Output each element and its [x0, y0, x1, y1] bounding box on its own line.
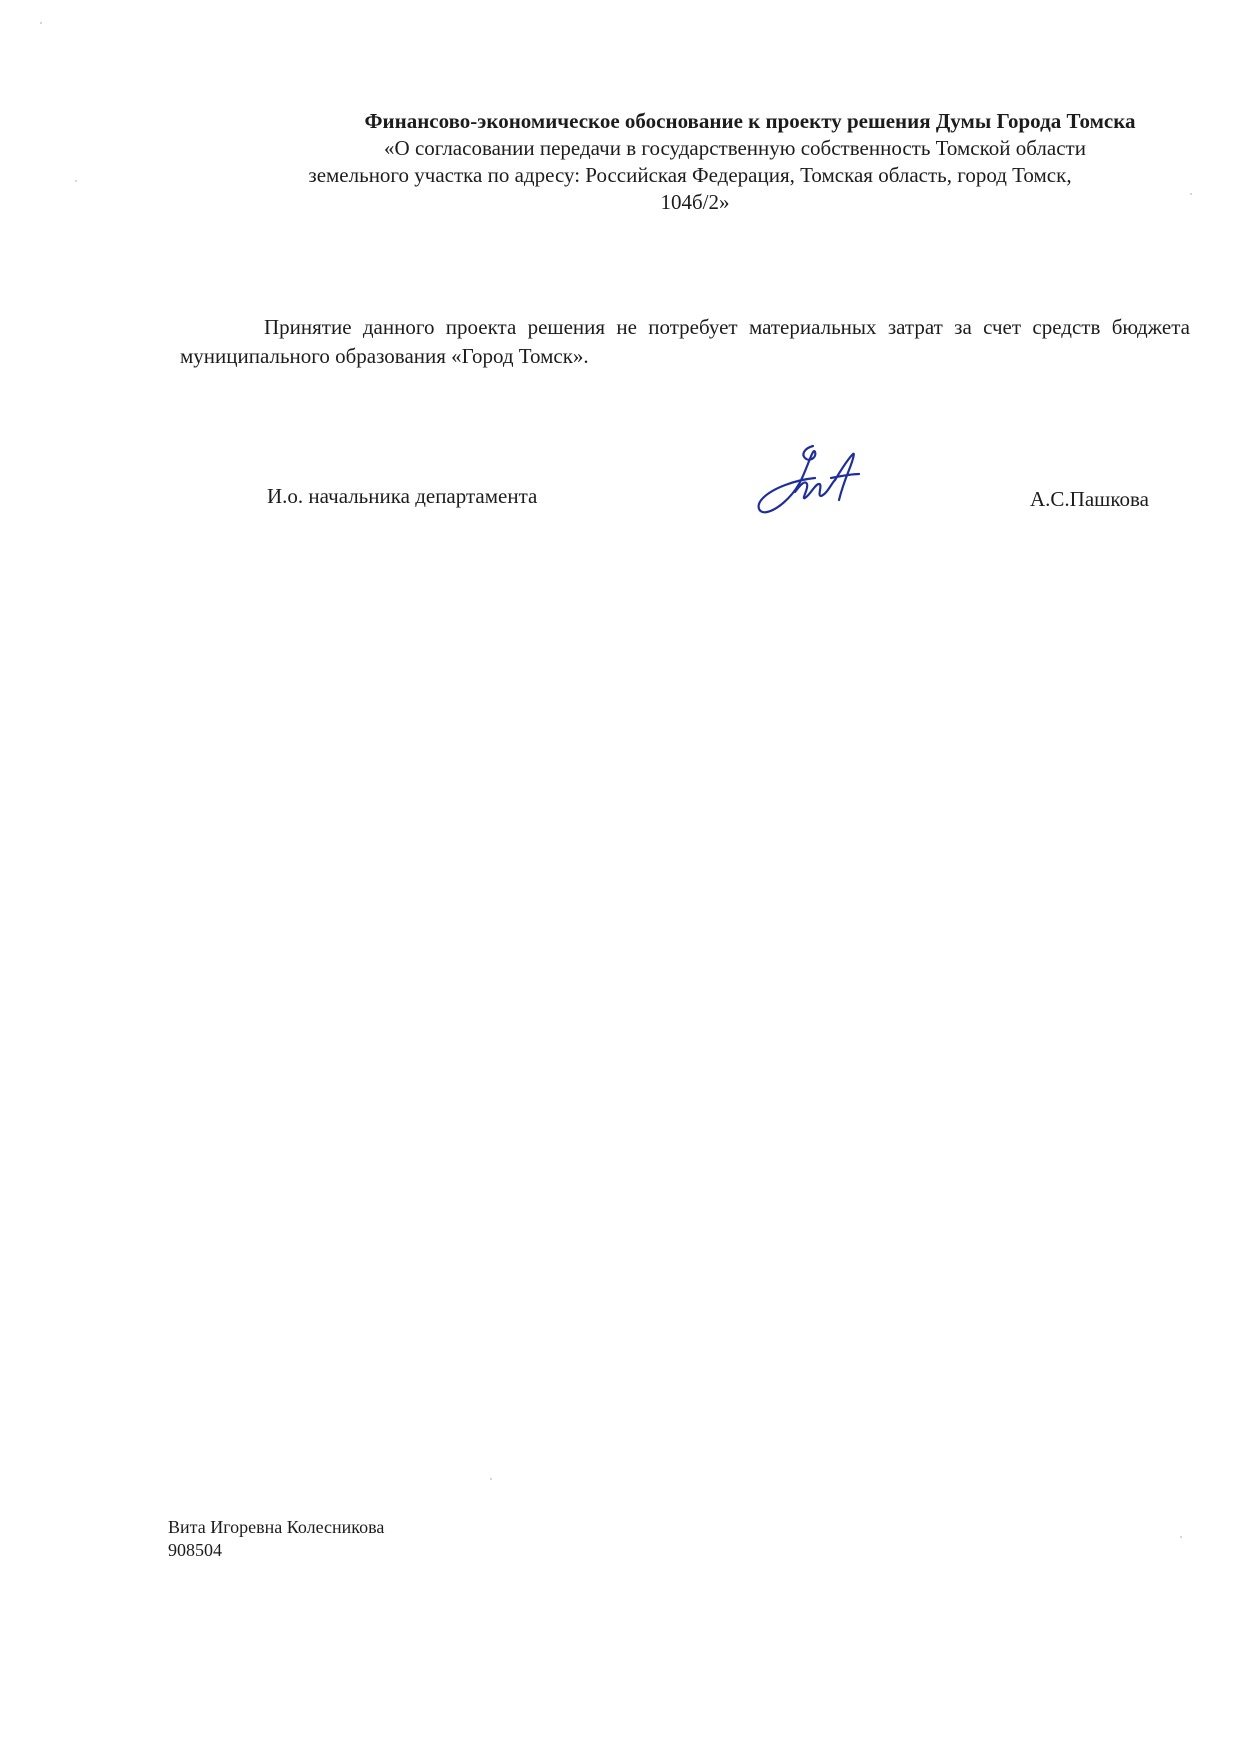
scan-speck — [490, 1478, 492, 1480]
subject-line-2: земельного участка по адресу: Российская Федерация, Томская область, город Томск, — [308, 163, 1072, 187]
signer-position: И.о. начальника департамента — [267, 484, 538, 508]
executor-name: Вита Игоревна Колесникова — [168, 1517, 385, 1537]
scan-speck — [40, 22, 42, 24]
signature-block — [0, 440, 1240, 530]
body-paragraph: Принятие данного проекта решения не потребует материальных затрат за счет средств бюджета муниципального образования «Город Томск». — [180, 315, 1190, 368]
document-title: Финансово-экономическое обоснование к проекту решения Думы Города Томска — [364, 109, 1136, 133]
executor-footer — [168, 1516, 384, 1562]
scan-speck — [75, 180, 77, 182]
scan-speck — [1180, 1536, 1182, 1538]
document-header — [170, 108, 1210, 216]
scan-speck — [1190, 193, 1192, 195]
handwritten-signature-icon — [755, 440, 890, 525]
signer-name: А.С.Пашкова — [1030, 487, 1149, 511]
executor-phone: 908504 — [168, 1540, 222, 1560]
subject-line-3: 104б/2» — [660, 190, 730, 214]
subject-line-1: «О согласовании передачи в государственную собственность Томской области — [384, 136, 1086, 160]
